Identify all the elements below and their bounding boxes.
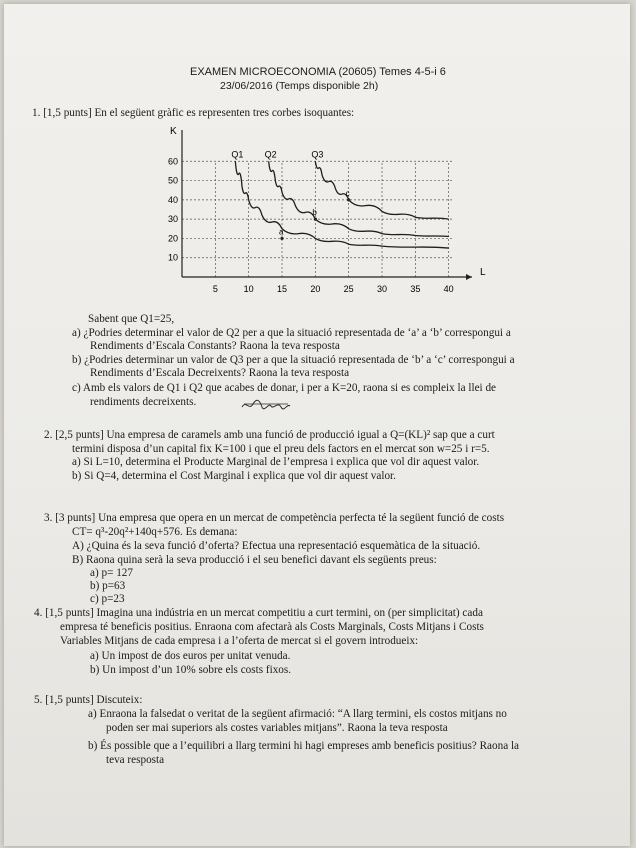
exam-title: EXAMEN MICROECONOMIA (20605) Temes 4-5-i 6	[190, 66, 446, 78]
q1-c-line1: c) Amb els valors de Q1 i Q2 que acabes de donar, i per a K=20, raona si es compleix la llei de	[72, 382, 497, 394]
q1-a-line1: a) ¿Podries determinar el valor de Q2 per a que la situació representada de ‘a’ a ‘b’ correspongui a	[72, 327, 511, 339]
q4-line1: 4. [1,5 punts] Imagina una indústria en un mercat competitiu a curt termini, on (per simplicitat) cada	[34, 607, 483, 619]
point-label-b: b	[312, 208, 317, 218]
x-tick-label: 30	[376, 284, 388, 294]
x-tick-label: 5	[212, 284, 218, 294]
y-tick-label: 30	[167, 214, 178, 225]
handwritten-scribble	[240, 398, 292, 412]
point-label-a: a	[279, 227, 284, 237]
exam-sheet	[4, 4, 630, 846]
point-b	[314, 218, 317, 221]
q1-intro: 1. [1,5 punts] En el següent gràfic es representen tres corbes isoquantes:	[32, 107, 355, 119]
isoquant-chart	[144, 122, 484, 312]
isoquant-label-q3: Q3	[311, 149, 324, 160]
q4-a: a) Un impost de dos euros per unitat venuda.	[90, 650, 291, 662]
isoquant-q3	[315, 161, 448, 219]
x-tick-label: 15	[276, 284, 288, 294]
q3-price-a: a) p= 127	[90, 567, 133, 579]
q2-b: b) Si Q=4, determina el Cost Marginal i explica que vol dir aquest valor.	[72, 470, 396, 482]
q3-line1: 3. [3 punts] Una empresa que opera en un mercat de competència perfecta té la següent funció de costs	[44, 512, 505, 524]
q5-line1: 5. [1,5 punts] Discuteix:	[34, 694, 143, 706]
q1-c-line2: rendiments decreixents.	[90, 396, 197, 408]
y-tick-label: 40	[167, 194, 178, 205]
q3-part-A: A) ¿Quina és la seva funció d’oferta? Efectua una representació esquemàtica de la situació.	[72, 540, 481, 552]
q3-price-c: c) p=23	[90, 593, 125, 605]
x-tick-label: 35	[410, 284, 421, 294]
y-tick-label: 60	[167, 156, 178, 167]
q5-b-line2: teva resposta	[106, 754, 165, 766]
y-tick-label: 50	[167, 175, 178, 186]
x-axis-arrow	[466, 274, 472, 280]
point-a	[280, 237, 283, 240]
q5-a-line2: poden ser mai superiors als costes variables mitjans”. Raona la teva resposta	[106, 722, 448, 734]
exam-date: 23/06/2016 (Temps disponible 2h)	[220, 80, 379, 92]
x-tick-label: 40	[443, 284, 454, 294]
q3-price-b: b) p=63	[90, 580, 126, 592]
isoquant-chart-svg	[144, 122, 484, 312]
q1-a-line2: Rendiments d’Escala Constants? Raona la teva resposta	[90, 340, 340, 352]
q3-cost-function: CT= q³-20q²+140q+576. Es demana:	[72, 526, 238, 538]
y-tick-label: 10	[167, 252, 178, 263]
isoquant-label-q1: Q1	[231, 149, 244, 160]
q1-b-line1: b) ¿Podries determinar un valor de Q3 per a que la situació representada de ‘b’ a ‘c’ correspongui a	[72, 354, 515, 366]
point-label-c: c	[345, 188, 350, 198]
q3-part-B: B) Raona quina serà la seva producció i el seu benefici davant els següents preus:	[72, 554, 437, 566]
q1-b-line2: Rendiments d’Escala Decreixents? Raona la teva resposta	[90, 367, 350, 379]
q4-line2: empresa té beneficis positius. Enraona com afectarà als Costs Marginals, Costs Mitjans i Costs	[60, 621, 484, 633]
x-axis-label: L	[480, 267, 486, 278]
q1-given: Sabent que Q1=25,	[88, 313, 175, 325]
q2-a: a) Si L=10, determina el Producte Marginal de l’empresa i explica que vol dir aquest valor.	[72, 456, 480, 468]
q2-line1: 2. [2,5 punts] Una empresa de caramels amb una funció de producció igual a Q=(KL)² sap que a curt	[44, 429, 495, 441]
x-tick-label: 25	[343, 284, 354, 294]
point-c	[347, 198, 350, 201]
x-tick-label: 20	[310, 284, 321, 294]
isoquant-label-q2: Q2	[264, 149, 277, 160]
q4-b: b) Un impost d’un 10% sobre els costs fixos.	[90, 664, 292, 676]
isoquant-q2	[269, 161, 449, 236]
q4-line3: Variables Mitjans de cada empresa i a l’oferta de mercat si el govern introdueix:	[60, 635, 419, 647]
q5-b-line1: b) És possible que a l’equilibri a llarg termini hi hagi empreses amb beneficis positius? Raona la	[88, 740, 520, 752]
y-axis-label: K	[170, 126, 177, 137]
q2-line2: termini disposa d’un capital fix K=100 i que el preu dels factors en el mercat son w=25 i r=5.	[72, 443, 490, 455]
y-tick-label: 20	[167, 233, 178, 244]
x-tick-label: 10	[243, 284, 254, 294]
q5-a-line1: a) Enraona la falsedat o veritat de la següent afirmació: “A llarg termini, els costos mitjans no	[88, 708, 507, 720]
